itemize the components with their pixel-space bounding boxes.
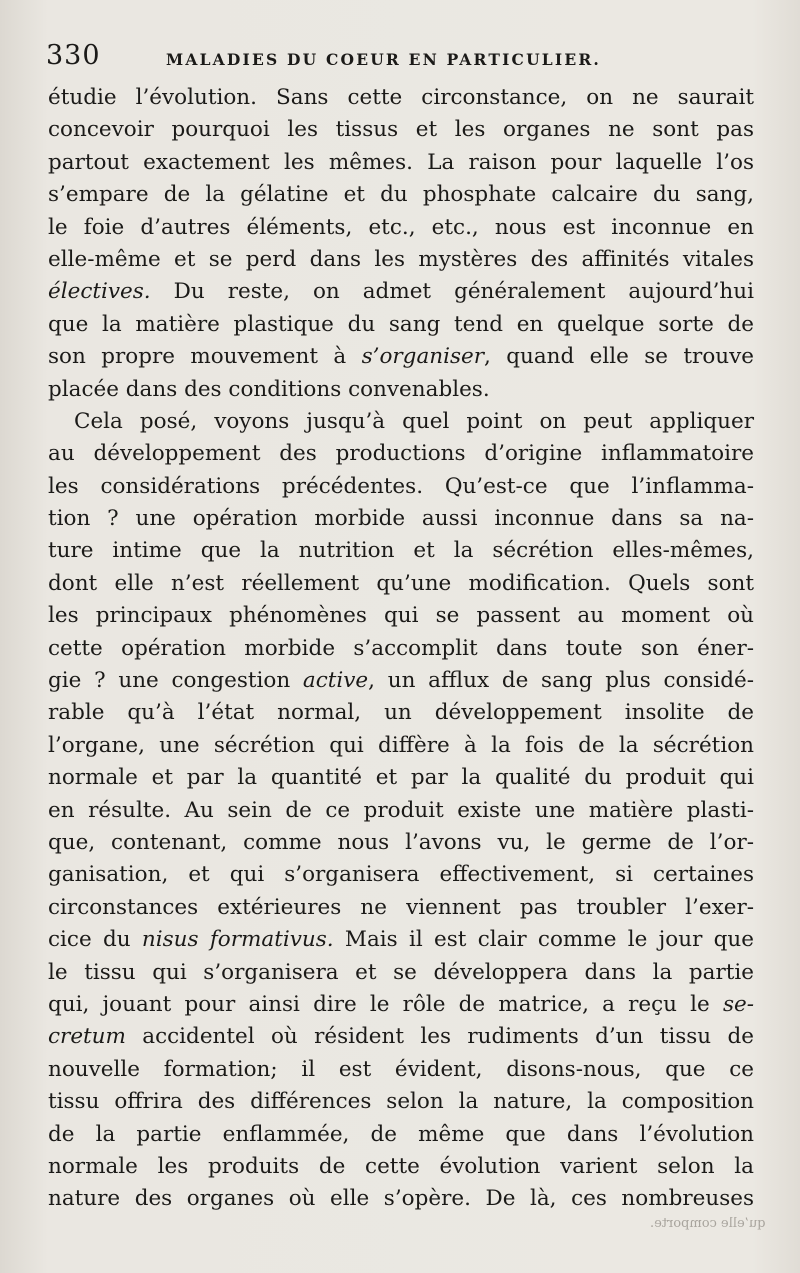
text-line bbox=[48, 730, 754, 762]
text-line bbox=[48, 568, 754, 600]
text-run: tion ? une opération morbide aussi inconnue dans sa na- bbox=[48, 506, 754, 532]
text-line bbox=[48, 374, 754, 406]
text-line bbox=[48, 827, 754, 859]
text-run: s’empare de la gélatine et du phosphate calcaire du sang, bbox=[48, 182, 754, 208]
text-run: les considérations précédentes. Qu’est-ce que l’inflamma- bbox=[48, 473, 754, 499]
text-run: elle-même et se perd dans les mystères des affinités vitales bbox=[48, 246, 754, 272]
text-run: au développement des productions d’origine inflammatoire bbox=[48, 441, 754, 467]
text-line bbox=[48, 924, 754, 956]
italic-text: active bbox=[302, 668, 369, 694]
text-line bbox=[48, 762, 754, 794]
text-line bbox=[48, 1086, 754, 1118]
text-run: tissu offrira des différences selon la nature, la composition bbox=[48, 1089, 754, 1115]
text-line bbox=[48, 633, 754, 665]
text-line bbox=[48, 503, 754, 535]
text-run: circonstances extérieures ne viennent pas troubler l’exer- bbox=[48, 894, 754, 920]
text-line bbox=[48, 341, 754, 373]
page-header bbox=[46, 40, 766, 80]
text-run: nature des organes où elle s’opère. De là, ces nombreuses bbox=[48, 1186, 754, 1212]
text-run: placée dans des conditions convenables. bbox=[48, 376, 490, 402]
text-run: concevoir pourquoi les tissus et les organes ne sont pas bbox=[48, 117, 754, 143]
text-run: étudie l’évolution. Sans cette circonstance, on ne saurait bbox=[48, 85, 754, 110]
running-head: MALADIES DU COEUR EN PARTICULIER. bbox=[166, 50, 602, 69]
text-run: normale les produits de cette évolution varient selon la bbox=[48, 1153, 754, 1179]
text-line bbox=[48, 859, 754, 891]
text-line bbox=[48, 179, 754, 211]
bleed-through-text: qu’elle comporte. bbox=[650, 1216, 766, 1231]
text-run: ture intime que la nutrition et la sécrétion elles-mêmes, bbox=[48, 538, 754, 564]
text-line bbox=[48, 244, 754, 276]
italic-text: se- bbox=[722, 991, 754, 1017]
text-run: en résulte. Au sein de ce produit existe une matière plasti- bbox=[48, 797, 754, 823]
text-run: l’organe, une sécrétion qui diffère à la fois de la sécrétion bbox=[48, 732, 754, 758]
text-run: cice du bbox=[48, 927, 142, 953]
text-run: le tissu qui s’organisera et se développera dans la partie bbox=[48, 959, 754, 985]
text-line bbox=[48, 1119, 754, 1151]
text-run: rable qu’à l’état normal, un développement insolite de bbox=[48, 700, 754, 726]
italic-text: s’organiser bbox=[361, 344, 485, 370]
text-line bbox=[48, 212, 754, 244]
text-line bbox=[48, 989, 754, 1021]
text-run: dont elle n’est réellement qu’une modification. Quels sont bbox=[48, 570, 754, 596]
text-run: que la matière plastique du sang tend en quelque sorte de bbox=[48, 311, 754, 337]
text-run: normale et par la quantité et par la qualité du produit qui bbox=[48, 765, 754, 791]
text-run: , quand elle se trouve bbox=[484, 344, 754, 370]
text-line bbox=[48, 309, 754, 341]
text-line bbox=[48, 665, 754, 697]
text-line bbox=[48, 1021, 754, 1053]
text-line bbox=[48, 1054, 754, 1086]
text-run: de la partie enflammée, de même que dans l’évolution bbox=[48, 1121, 754, 1147]
text-line bbox=[48, 82, 754, 114]
italic-text: électives. bbox=[48, 279, 151, 305]
text-run: nouvelle formation; il est évident, disons-nous, que ce bbox=[48, 1056, 754, 1082]
text-run: son propre mouvement à bbox=[48, 344, 362, 370]
text-run: Cela posé, voyons jusqu’à quel point on peut appliquer bbox=[74, 408, 754, 434]
text-line bbox=[48, 1183, 754, 1215]
text-run: que, contenant, comme nous l’avons vu, le germe de l’or- bbox=[48, 829, 754, 855]
text-run: le foie d’autres éléments, etc., etc., nous est inconnue en bbox=[48, 214, 754, 240]
text-line bbox=[48, 406, 754, 438]
text-run: partout exactement les mêmes. La raison pour laquelle l’os bbox=[48, 149, 754, 175]
text-line bbox=[48, 471, 754, 503]
text-run: Mais il est clair comme le jour que bbox=[333, 927, 755, 953]
text-run: , un afflux de sang plus considé- bbox=[368, 668, 754, 694]
text-line bbox=[48, 697, 754, 729]
text-run: les principaux phénomènes qui se passent au moment où bbox=[48, 603, 754, 629]
text-line bbox=[48, 147, 754, 179]
page-number: 330 bbox=[46, 40, 101, 71]
text-run: cette opération morbide s’accomplit dans toute son éner- bbox=[48, 635, 754, 661]
text-line bbox=[48, 438, 754, 470]
text-line bbox=[48, 957, 754, 989]
text-line bbox=[48, 276, 754, 308]
text-line bbox=[48, 892, 754, 924]
text-run: gie ? une congestion bbox=[48, 668, 303, 694]
text-line bbox=[48, 600, 754, 632]
text-run: accidentel où résident les rudiments d’un tissu de bbox=[125, 1024, 754, 1050]
text-line bbox=[48, 795, 754, 827]
text-run: Du reste, on admet généralement aujourd’hui bbox=[150, 279, 754, 305]
italic-text: cretum bbox=[48, 1024, 126, 1050]
text-run: ganisation, et qui s’organisera effectivement, si certaines bbox=[48, 862, 754, 888]
text-run: qui, jouant pour ainsi dire le rôle de matrice, a reçu le bbox=[48, 991, 723, 1017]
italic-text: nisus formativus. bbox=[141, 927, 334, 953]
text-line bbox=[48, 535, 754, 567]
text-line bbox=[48, 114, 754, 146]
body-text bbox=[48, 82, 754, 1216]
text-line bbox=[48, 1151, 754, 1183]
